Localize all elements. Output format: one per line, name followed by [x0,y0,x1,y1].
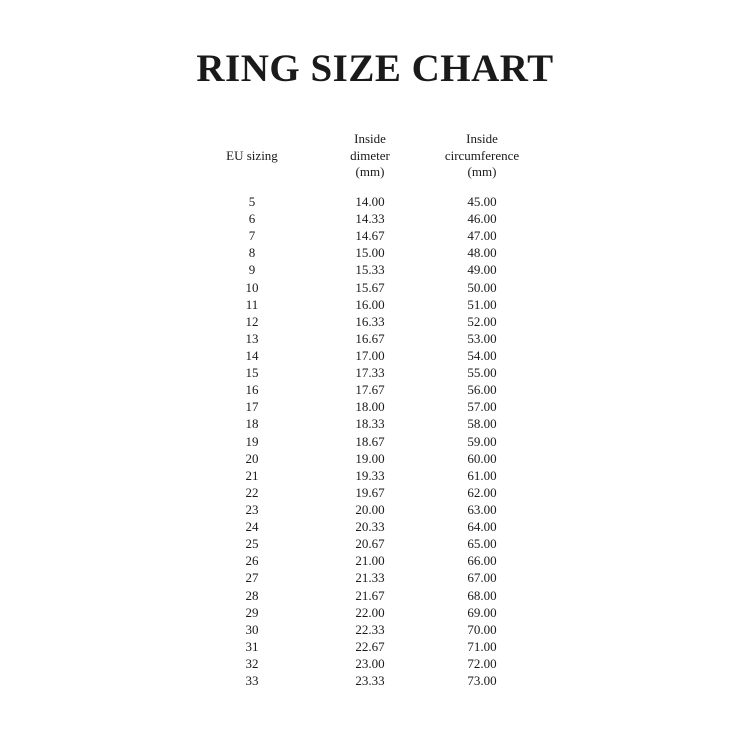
cell-eu-size: 21 [245,467,259,483]
cell-inside-circumference: 47.00 [467,228,497,244]
cell-eu-size: 14 [245,347,259,363]
cell-eu-size: 15 [245,365,259,381]
cell-inside-diameter: 18.33 [355,416,385,432]
cell-inside-diameter: 19.33 [355,467,385,483]
header-circumference-line-2: circumference [444,147,520,163]
cell-inside-diameter: 20.33 [355,519,385,535]
cell-inside-circumference: 49.00 [467,262,497,278]
cell-inside-circumference: 65.00 [467,536,497,552]
table-row [0,330,750,347]
cell-inside-diameter: 17.67 [355,382,385,398]
table-row [0,484,750,501]
cell-inside-diameter: 20.67 [355,536,385,552]
cell-inside-circumference: 72.00 [467,655,497,671]
table-row [0,672,750,689]
cell-inside-circumference: 58.00 [467,416,497,432]
cell-inside-circumference: 68.00 [467,587,497,603]
cell-eu-size: 8 [248,245,256,261]
cell-inside-diameter: 14.33 [355,211,385,227]
cell-inside-diameter: 16.00 [355,296,385,312]
table-row [0,501,750,518]
cell-inside-circumference: 48.00 [467,245,497,261]
cell-inside-diameter: 22.00 [355,604,385,620]
cell-inside-diameter: 16.67 [355,330,385,346]
cell-eu-size: 27 [245,570,259,586]
table-row [0,364,750,381]
cell-inside-diameter: 23.33 [355,673,385,689]
cell-inside-diameter: 22.67 [355,638,385,654]
size-table-body [0,193,750,689]
cell-inside-diameter: 18.67 [355,433,385,449]
cell-eu-size: 28 [245,587,259,603]
cell-eu-size: 25 [245,536,259,552]
cell-inside-diameter: 17.00 [355,347,385,363]
cell-eu-size: 33 [245,673,259,689]
table-row [0,210,750,227]
table-row [0,621,750,638]
cell-eu-size: 22 [245,484,259,500]
cell-eu-size: 16 [245,382,259,398]
table-row [0,279,750,296]
cell-inside-circumference: 67.00 [467,570,497,586]
cell-eu-size: 11 [245,296,259,312]
cell-eu-size: 12 [245,313,259,329]
cell-inside-diameter: 15.67 [355,279,385,295]
table-row [0,604,750,621]
header-eu-line: EU sizing [226,148,278,163]
cell-inside-circumference: 56.00 [467,382,497,398]
cell-inside-circumference: 45.00 [467,194,497,209]
cell-eu-size: 17 [245,399,259,415]
cell-inside-circumference: 46.00 [467,211,497,227]
cell-inside-circumference: 69.00 [467,604,497,620]
table-row [0,518,750,535]
header-diameter-line-3: (mm) [355,164,385,179]
table-row [0,655,750,672]
cell-eu-size: 20 [245,450,259,466]
table-row [0,398,750,415]
cell-eu-size: 23 [245,501,259,517]
table-row [0,381,750,398]
cell-inside-circumference: 70.00 [467,621,497,637]
cell-inside-circumference: 57.00 [467,399,497,415]
cell-eu-size: 19 [245,433,259,449]
cell-inside-circumference: 52.00 [467,313,497,329]
table-row [0,467,750,484]
cell-inside-diameter: 16.33 [355,313,385,329]
header-diameter-line-1: Inside [354,131,386,146]
table-row [0,569,750,586]
cell-inside-circumference: 54.00 [467,347,497,363]
cell-eu-size: 26 [245,553,259,569]
cell-inside-circumference: 73.00 [467,673,497,689]
cell-inside-diameter: 21.00 [355,553,385,569]
cell-inside-circumference: 60.00 [467,450,497,466]
table-row [0,535,750,552]
table-row [0,433,750,450]
cell-inside-circumference: 51.00 [467,296,497,312]
cell-inside-diameter: 23.00 [355,655,385,671]
table-row [0,347,750,364]
table-row [0,244,750,261]
cell-inside-circumference: 71.00 [467,638,497,654]
cell-inside-diameter: 21.33 [355,570,385,586]
cell-eu-size: 7 [248,228,256,244]
cell-eu-size: 9 [248,262,256,278]
cell-inside-circumference: 55.00 [467,365,497,381]
cell-inside-circumference: 66.00 [467,553,497,569]
cell-eu-size: 10 [245,279,259,295]
table-row [0,638,750,655]
header-diameter-line-2: dimeter [350,147,390,163]
cell-inside-diameter: 18.00 [355,399,385,415]
table-row [0,261,750,278]
cell-inside-diameter: 20.00 [355,501,385,517]
cell-inside-diameter: 15.33 [355,262,385,278]
cell-inside-circumference: 59.00 [467,433,497,449]
table-row [0,415,750,432]
table-row [0,193,750,210]
cell-eu-size: 29 [245,604,259,620]
cell-inside-diameter: 14.00 [355,194,385,209]
cell-eu-size: 24 [245,519,259,535]
cell-inside-circumference: 63.00 [467,501,497,517]
cell-eu-size: 32 [245,655,259,671]
cell-inside-diameter: 19.67 [355,484,385,500]
cell-eu-size: 5 [248,194,256,209]
cell-inside-diameter: 21.67 [355,587,385,603]
header-inside-circumference [412,131,552,181]
page-title: RING SIZE CHART [196,47,554,90]
cell-inside-diameter: 14.67 [355,228,385,244]
table-row [0,552,750,569]
cell-eu-size: 6 [248,211,256,227]
cell-inside-circumference: 61.00 [467,467,497,483]
cell-eu-size: 18 [245,416,259,432]
cell-inside-diameter: 22.33 [355,621,385,637]
table-row [0,227,750,244]
cell-inside-circumference: 53.00 [467,330,497,346]
cell-inside-circumference: 62.00 [467,484,497,500]
cell-inside-circumference: 64.00 [467,519,497,535]
header-circumference-line-3: (mm) [467,164,497,179]
cell-inside-diameter: 19.00 [355,450,385,466]
cell-inside-diameter: 15.00 [355,245,385,261]
cell-eu-size: 13 [245,330,259,346]
cell-inside-diameter: 17.33 [355,365,385,381]
table-row [0,587,750,604]
cell-inside-circumference: 50.00 [467,279,497,295]
header-circumference-line-1: Inside [466,131,498,146]
cell-eu-size: 30 [245,621,259,637]
table-row [0,296,750,313]
cell-eu-size: 31 [245,638,259,654]
table-row [0,313,750,330]
table-row [0,450,750,467]
